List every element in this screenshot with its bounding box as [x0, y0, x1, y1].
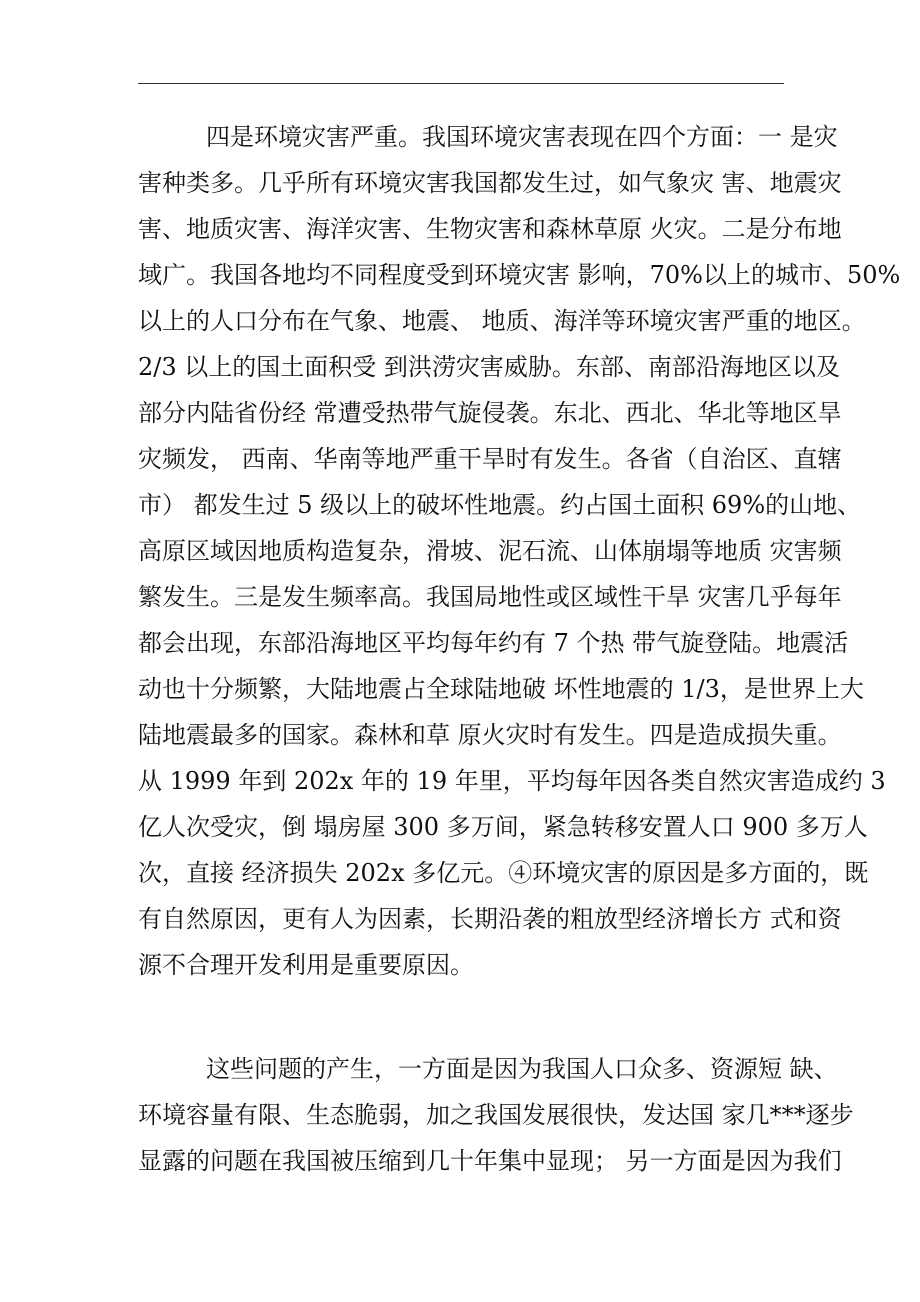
text-line: 有自然原因，更有人为因素，长期沿袭的粗放型经济增长方 式和资: [138, 905, 842, 933]
text-line: 四是环境灾害严重。我国环境灾害表现在四个方面：一 是灾: [206, 123, 838, 151]
text-line: 害、地质灾害、海洋灾害、生物灾害和森林草原 火灾。二是分布地: [138, 215, 842, 243]
text-line: 繁发生。三是发生频率高。我国局地性或区域性干旱 灾害几乎每年: [138, 583, 842, 611]
text-line: 源不合理开发利用是重要原因。: [138, 951, 474, 979]
text-line: 亿人次受灾，倒 塌房屋 300 多万间，紧急转移安置人口 900 多万人: [138, 813, 868, 841]
text-line: 2/3 以上的国土面积受 到洪涝灾害威胁。东部、南部沿海地区以及: [138, 353, 840, 381]
text-line: 陆地震最多的国家。森林和草 原火灾时有发生。四是造成损失重。: [138, 721, 842, 749]
text-line: 害种类多。几乎所有环境灾害我国都发生过，如气象灾 害、地震灾: [138, 169, 842, 197]
text-line: 次，直接 经济损失 202x 多亿元。④环境灾害的原因是多方面的，既: [138, 859, 869, 887]
text-line: 高原区域因地质构造复杂，滑坡、泥石流、山体崩塌等地质 灾害频: [138, 537, 842, 565]
text-line: 域广。我国各地均不同程度受到环境灾害 影响，70%以上的城市、50%: [138, 261, 901, 289]
text-line: 以上的人口分布在气象、地震、 地质、海洋等环境灾害严重的地区。: [138, 307, 866, 335]
text-line: 这些问题的产生，一方面是因为我国人口众多、资源短 缺、: [206, 1055, 838, 1083]
text-line: 部分内陆省份经 常遭受热带气旋侵袭。东北、西北、华北等地区旱: [138, 399, 842, 427]
text-line: 环境容量有限、生态脆弱，加之我国发展很快，发达国 家几***逐步: [138, 1101, 854, 1129]
text-line: 显露的问题在我国被压缩到几十年集中显现； 另一方面是因为我们: [138, 1147, 842, 1175]
text-line: 都会出现，东部沿海地区平均每年约有 7 个热 带气旋登陆。地震活: [138, 629, 849, 657]
text-line: 灾频发， 西南、华南等地严重干旱时有发生。各省（自治区、直辖: [138, 445, 842, 473]
text-line: 市） 都发生过 5 级以上的破坏性地震。约占国土面积 69%的山地、: [138, 491, 862, 519]
text-line: 从 1999 年到 202x 年的 19 年里，平均每年因各类自然灾害造成约 3: [138, 767, 886, 795]
text-line: 动也十分频繁，大陆地震占全球陆地破 坏性地震的 1/3，是世界上大: [138, 675, 864, 703]
